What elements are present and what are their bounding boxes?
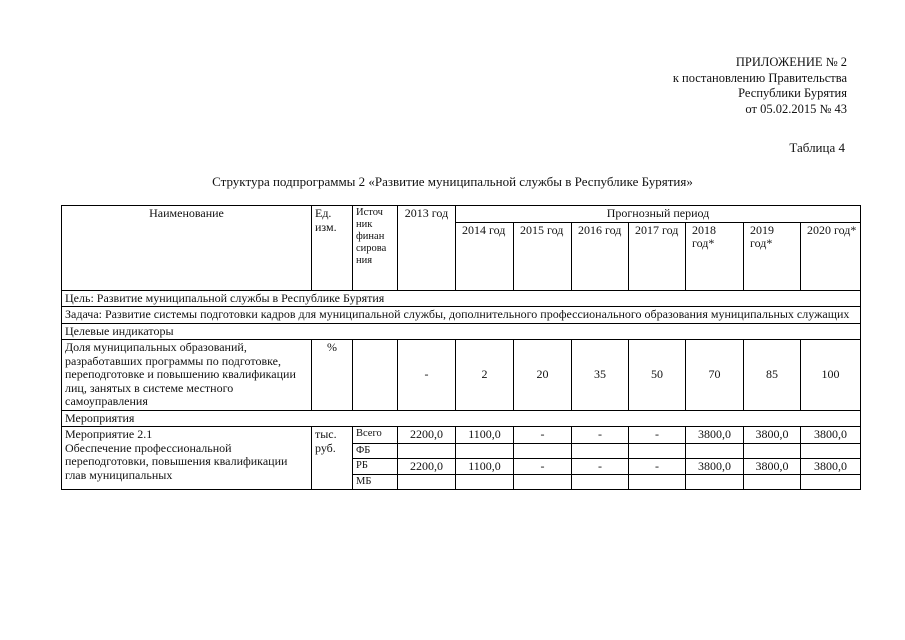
task-row (62, 307, 861, 324)
measure-name-rest: Обеспечение профессиональной переподготовки, повышения квалификации глав муниципальных (65, 440, 288, 482)
total-2019: 3800,0 (744, 427, 801, 444)
measures-label-row (62, 410, 861, 427)
mb-2018 (686, 475, 744, 490)
indicator-value-2016: 35 (572, 340, 629, 411)
mb-2020 (801, 475, 861, 490)
task-text: Задача: Развитие системы подготовки кадров для муниципальной службы, дополнительного профессионального образования муниципальных служащих (62, 307, 861, 324)
header-name: Наименование (62, 206, 312, 291)
total-2017: - (629, 427, 686, 444)
rb-2020: 3800,0 (801, 458, 861, 475)
indicator-value-2015: 20 (514, 340, 572, 411)
appendix-header (673, 55, 847, 117)
year-2015: 2015 год (514, 222, 572, 290)
document-title: Структура подпрограммы 2 «Развитие муниципальной службы в Республике Бурятия» (212, 174, 693, 189)
indicator-row (62, 340, 861, 411)
year-2014: 2014 год (456, 222, 514, 290)
mb-2015 (514, 475, 572, 490)
indicator-name: Доля муниципальных образований, разработавших программы по подготовке, переподготовке и повышению квалификации лиц, занятых в системе местного самоуправления (62, 340, 312, 411)
source-total: Всего (353, 427, 398, 444)
total-2018: 3800,0 (686, 427, 744, 444)
source-fb: ФБ (353, 443, 398, 458)
year-2017: 2017 год (629, 222, 686, 290)
appendix-line-resolution: к постановлению Правительства (672, 70, 847, 85)
rb-2015: - (514, 458, 572, 475)
total-2015: - (514, 427, 572, 444)
indicators-label-row (62, 323, 861, 340)
rb-2018: 3800,0 (686, 458, 744, 475)
fb-2015 (514, 443, 572, 458)
indicator-unit: % (312, 340, 353, 411)
measure-row-total (62, 427, 861, 444)
indicator-value-2019: 85 (744, 340, 801, 411)
fb-2016 (572, 443, 629, 458)
measures-label: Мероприятия (62, 410, 861, 427)
fb-2019 (744, 443, 801, 458)
fb-2013 (398, 443, 456, 458)
measure-name-line1: Мероприятие 2.1 (65, 427, 153, 441)
source-rb: РБ (353, 458, 398, 475)
rb-2019: 3800,0 (744, 458, 801, 475)
indicators-label: Целевые индикаторы (62, 323, 861, 340)
rb-2016: - (572, 458, 629, 475)
mb-2019 (744, 475, 801, 490)
header-forecast: Прогнозный период (456, 206, 861, 223)
measure-name (62, 427, 312, 490)
rb-2013: 2200,0 (398, 458, 456, 475)
total-2014: 1100,0 (456, 427, 514, 444)
year-2019: 2019 год* (744, 222, 801, 290)
rb-2017: - (629, 458, 686, 475)
indicator-value-2013: - (398, 340, 456, 411)
fb-2014 (456, 443, 514, 458)
header-2013: 2013 год (398, 206, 456, 291)
fb-2017 (629, 443, 686, 458)
rb-2014: 1100,0 (456, 458, 514, 475)
mb-2014 (456, 475, 514, 490)
goal-text: Цель: Развитие муниципальной службы в Республике Бурятия (62, 290, 861, 307)
total-2013: 2200,0 (398, 427, 456, 444)
year-2018: 2018 год* (686, 222, 744, 290)
source-mb: МБ (353, 475, 398, 490)
appendix-title: ПРИЛОЖЕНИЕ № 2 (735, 55, 847, 69)
appendix-line-republic: Республики Бурятия (738, 86, 847, 100)
year-2020: 2020 год* (801, 222, 861, 290)
header-unit: Ед. изм. (312, 206, 353, 291)
goal-row (62, 290, 861, 307)
header-source: Источ ник финан сирова ния (353, 206, 398, 291)
fb-2020 (801, 443, 861, 458)
table-number: Таблица 4 (789, 140, 845, 155)
indicator-value-2020: 100 (801, 340, 861, 411)
mb-2013 (398, 475, 456, 490)
indicator-value-2014: 2 (456, 340, 514, 411)
total-2020: 3800,0 (801, 427, 861, 444)
measure-unit: тыс. руб. (312, 427, 353, 490)
appendix-line-date: от 05.02.2015 № 43 (745, 101, 847, 116)
total-2016: - (572, 427, 629, 444)
year-2016: 2016 год (572, 222, 629, 290)
table-header-row (62, 206, 861, 223)
mb-2016 (572, 475, 629, 490)
fb-2018 (686, 443, 744, 458)
mb-2017 (629, 475, 686, 490)
indicator-value-2018: 70 (686, 340, 744, 411)
indicator-source (353, 340, 398, 411)
subprogram-structure-table (61, 205, 861, 490)
indicator-value-2017: 50 (629, 340, 686, 411)
